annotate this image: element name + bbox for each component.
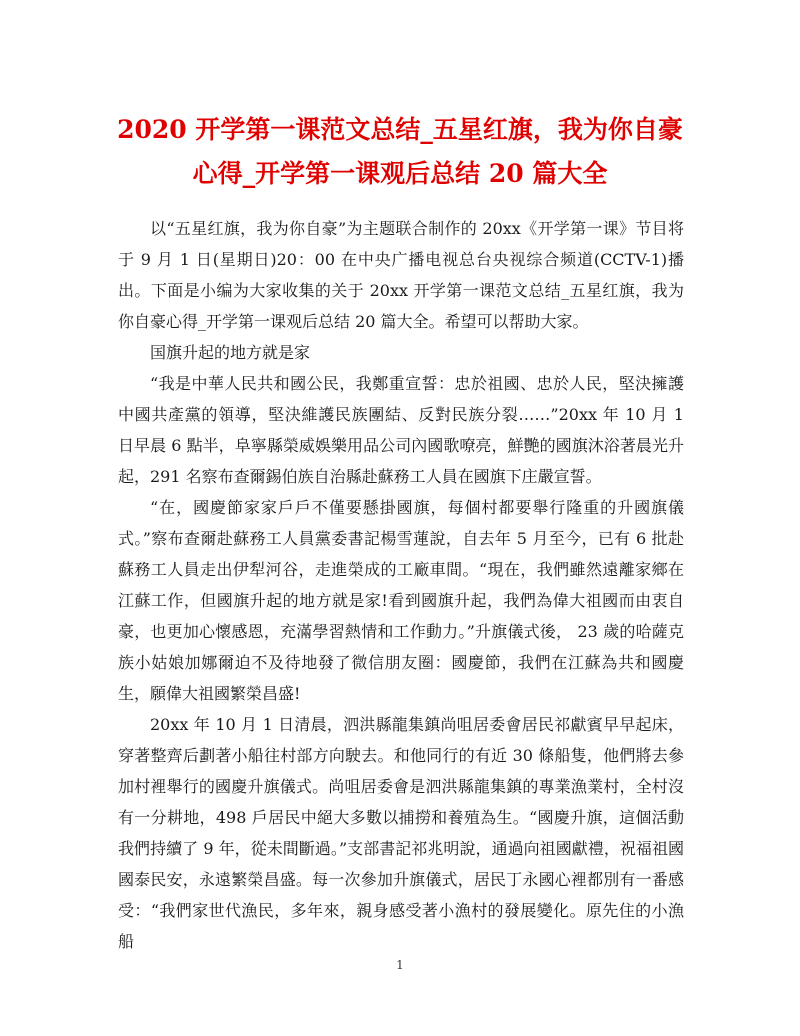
- paragraph: “在，國慶節家家戶戶不僅要懸掛國旗，每個村都要舉行隆重的升國旗儀式。”察布查爾赴蘇務工人員黨委書記楊雪蓮說，自去年 5 月至今，已有 6 批赴蘇務工人員走出伊犁河谷，走進榮成的工廠車間。“現在，我們雖然遠離家鄉在江蘇工作，但國旗升起的地方就是家!看到國旗升起，我們為偉大祖國而由衷自豪，也更加心懷感恩，充滿學習熱情和工作動力。”升旗儀式後， 23 歲的哈薩克族小姑娘加娜爾迫不及待地發了微信朋友圈：國慶節，我們在江蘇為共和國慶生，願偉大祖國繁榮昌盛!: [118, 498, 684, 703]
- page-number: 1: [396, 958, 404, 972]
- paragraph: “我是中華人民共和國公民，我鄭重宣誓：忠於祖國、忠於人民，堅決擁護中國共產黨的領導，堅決維護民族團結、反對民族分裂……”20xx 年 10 月 1 日早晨 6 點半，阜寧縣榮威娛樂用品公司內國歌嘹亮，鮮艷的國旗沐浴著晨光升起，291 名察布查爾錫伯族自治縣赴蘇務工人員在國旗下庄嚴宣誓。: [118, 374, 684, 486]
- document-body: [118, 213, 684, 957]
- document-title: 2020 开学第一课范文总结_五星红旗，我为你自豪心得_开学第一课观后总结 20 篇大全: [117, 115, 683, 188]
- section-heading: 国旗升起的地方就是家: [150, 343, 311, 362]
- paragraph-intro: 以“五星红旗，我为你自豪”为主题联合制作的 20xx《开学第一课》节目将于 9 月 1 日(星期日)20：00 在中央广播电视总台央视综合频道(CCTV-1)播出。下面是小编为大家收集的关于 20xx 开学第一课范文总结_五星红旗，我为你自豪心得_开学第一课观后总结 20 篇大全。希望可以帮助大家。: [118, 219, 684, 331]
- paragraph: 20xx 年 10 月 1 日清晨，泗洪縣龍集鎮尚咀居委會居民祁獻賓早早起床，穿著整齊后劃著小船往村部方向駛去。和他同行的有近 30 條船隻，他們將去參加村裡舉行的國慶升旗儀式。尚咀居委會是泗洪縣龍集鎮的專業漁業村，全村沒有一分耕地，498 戶居民中絕大多數以捕撈和養殖為生。“國慶升旗，這個活動我們持續了 9 年，從未間斷過。”支部書記祁兆明說，通過向祖國獻禮，祝福祖國國泰民安，永遠繁榮昌盛。每一次參加升旗儀式，居民丁永國心裡都別有一番感受：“我們家世代漁民，多年來，親身感受著小漁村的發展變化。原先住的小漁船: [118, 715, 684, 951]
